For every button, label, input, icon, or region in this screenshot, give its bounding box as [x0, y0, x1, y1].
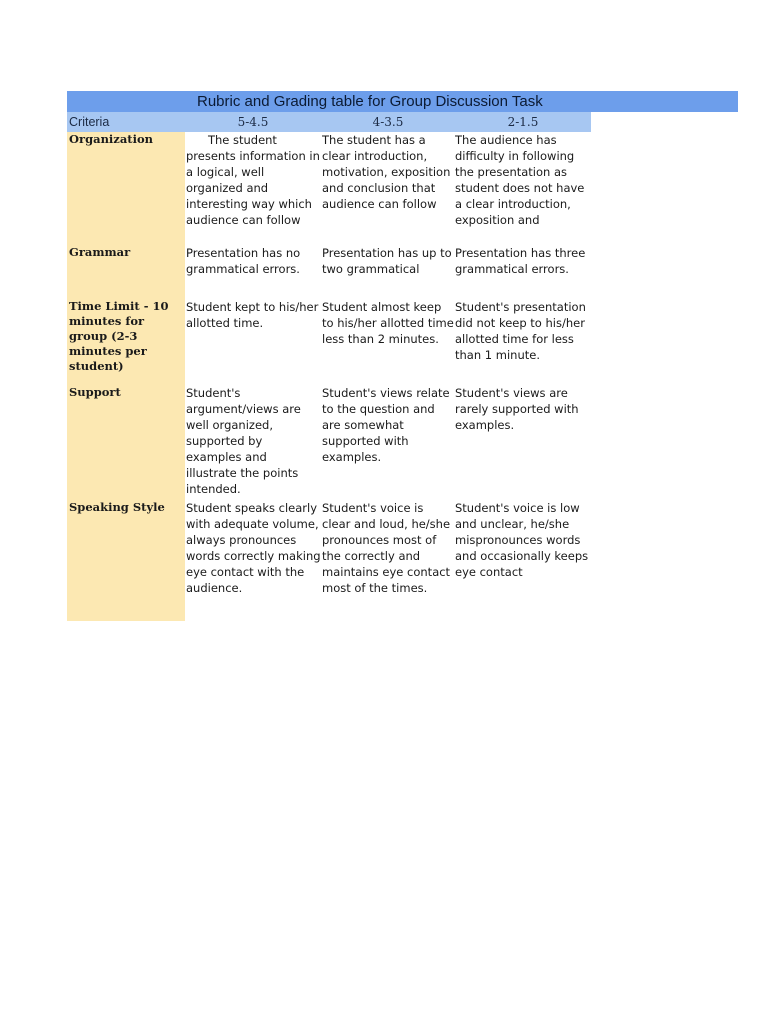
- header-row: [67, 112, 591, 132]
- description-cell: Student kept to his/her allotted time.: [186, 300, 319, 330]
- header-score-3: 2-1.5: [507, 115, 539, 129]
- description-cell: Student's views are rarely supported with examples.: [455, 386, 579, 432]
- criterion-label: Speaking Style: [69, 500, 165, 514]
- criterion-label: Organization: [69, 132, 153, 146]
- criterion-label: Time Limit - 10 minutes for group (2-3 minutes per student): [69, 299, 169, 373]
- description-cell: Presentation has three grammatical errors.: [455, 246, 586, 276]
- description-cell: The audience has difficulty in following the presentation as student does not have a clear introduction, exposition and: [455, 133, 585, 227]
- description-cell: Student's presentation did not keep to his/her allotted time for less than 1 minute.: [455, 300, 586, 362]
- description-cell: The student presents information in a logical, well organized and interesting way which audience can follow: [186, 133, 320, 227]
- rubric-title: Rubric and Grading table for Group Discussion Task: [197, 93, 543, 110]
- criterion-label: Grammar: [69, 245, 131, 259]
- description-cell: Student almost keep to his/her allotted time less than 2 minutes.: [322, 300, 454, 346]
- header-score-2: 4-3.5: [372, 115, 404, 129]
- criteria-column: [67, 132, 185, 621]
- header-score-1: 5-4.5: [237, 115, 269, 129]
- description-cell: Presentation has up to two grammatical: [322, 246, 452, 276]
- description-cell: Presentation has no grammatical errors.: [186, 246, 301, 276]
- title-bar: [67, 91, 738, 112]
- criterion-label: Support: [69, 385, 121, 399]
- description-cell: Student's views relate to the question and are somewhat supported with examples.: [322, 386, 450, 464]
- header-criteria: Criteria: [69, 115, 110, 129]
- description-cell: Student speaks clearly with adequate volume, always pronounces words correctly making eye contact with the audience.: [186, 501, 321, 595]
- description-cell: Student's voice is low and unclear, he/she mispronounces words and occasionally keeps eye contact: [455, 501, 589, 579]
- description-cell: Student's argument/views are well organized, supported by examples and illustrate the points intended.: [186, 386, 301, 496]
- description-cell: The student has a clear introduction, motivation, exposition and conclusion that audience can follow: [322, 133, 451, 211]
- description-cell: Student's voice is clear and loud, he/she pronounces most of the correctly and maintains eye contact most of the times.: [322, 501, 451, 595]
